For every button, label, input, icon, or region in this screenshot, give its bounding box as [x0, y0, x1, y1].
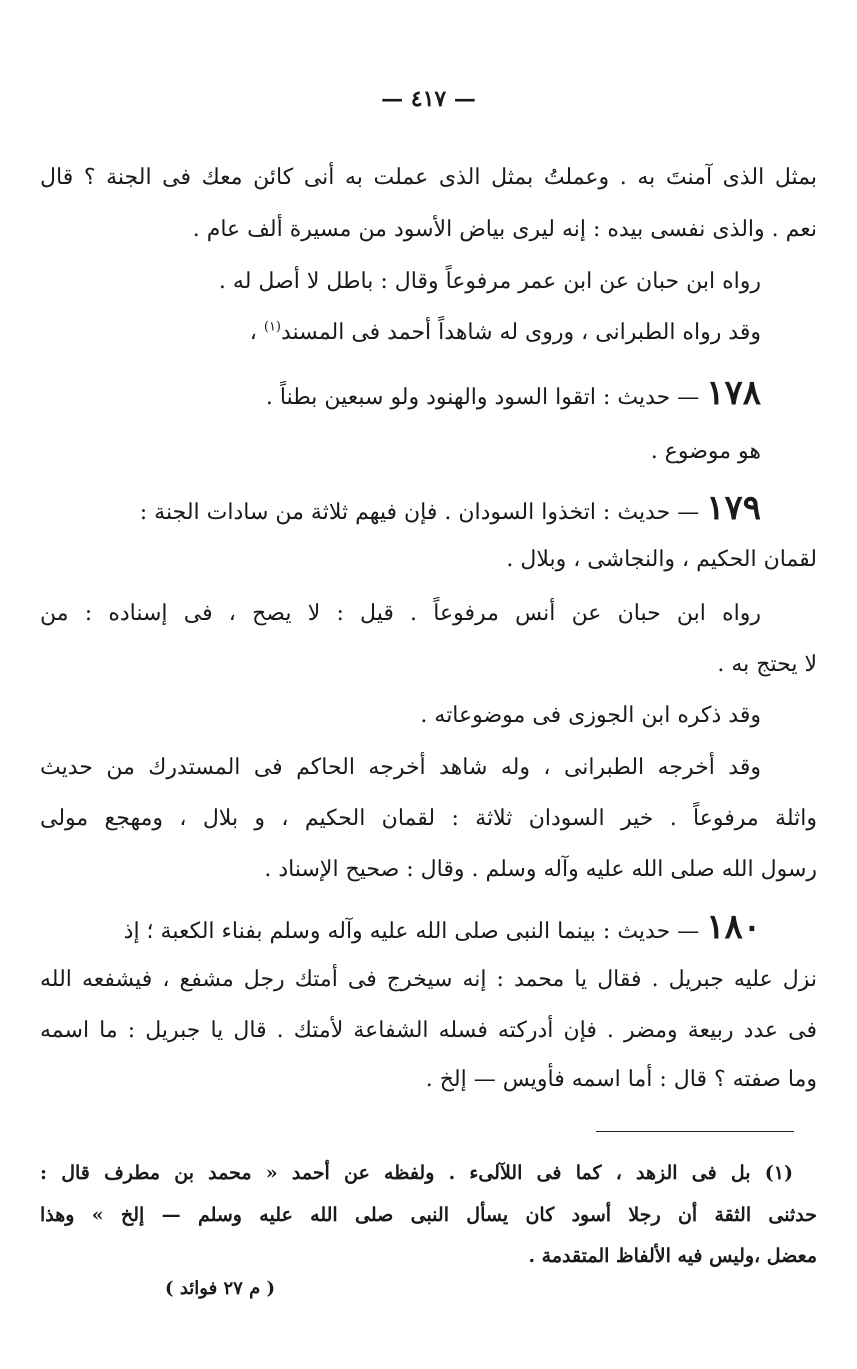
hadith-179: [40, 488, 761, 533]
hadith-text: — حديث : بينما النبى صلى الله عليه وآله وسلم بفناء الكعبة ؛ إذ: [123, 919, 707, 944]
hadith-178: [40, 373, 761, 418]
text-line: رسول الله صلى الله عليه وآله وسلم . وقال : صحيح الإسناد .: [264, 857, 817, 882]
text-line: نعم . والذى نفسى بيده : إنه ليرى بياض الأسود من مسيرة ألف عام .: [192, 217, 817, 242]
footnote-marker: (١): [263, 319, 281, 335]
text-line: فى عدد ربيعة ومضر . فإن أدركته فسله الشفاعة لأمتك . قال يا جبريل : ما اسمه: [40, 1018, 817, 1043]
footnote-separator: [596, 1131, 794, 1132]
text-line: هو موضوع .: [650, 439, 761, 464]
footnote-line: معضل ،وليس فيه الألفاظ المتقدمة .: [528, 1245, 817, 1267]
text-line: وما صفته ؟ قال : أما اسمه فأويس — إلخ .: [425, 1067, 817, 1092]
text-line: واثلة مرفوعاً . خير السودان ثلاثة : لقمان الحكيم ، و بلال ، ومهجع مولى: [40, 806, 817, 831]
hadith-text: — حديث : اتخذوا السودان . فإن فيهم ثلاثة من سادات الجنة :: [139, 500, 707, 525]
hadith-number: ١٨٠: [706, 907, 761, 947]
footnote-line: (١) بل فى الزهد ، كما فى اللآلىء . ولفظه عن أحمد « محمد بن مطرف قال :: [40, 1162, 793, 1184]
footnote-line: حدثنى الثقة أن رجلا أسود كان يسأل النبى صلى الله عليه وسلم — إلخ » وهذا: [40, 1204, 817, 1226]
hadith-text: — حديث : اتقوا السود والهنود ولو سبعين بطناً .: [265, 385, 707, 410]
text-line: لقمان الحكيم ، والنجاشى ، وبلال .: [506, 547, 817, 572]
text-line: بمثل الذى آمنتَ به . وعملتُ بمثل الذى عملت به أنى كائن معك فى الجنة ؟ قال: [40, 165, 817, 190]
text-line: [40, 313, 761, 353]
text-line: نزل عليه جبريل . فقال يا محمد : إنه سيخرج فى أمتك رجل مشفع ، فيشفعه الله: [40, 967, 817, 992]
page-number: — ٤١٧ —: [381, 86, 476, 112]
text-line: لا يحتج به .: [717, 652, 817, 677]
text-line: رواه ابن حبان عن أنس مرفوعاً . قيل : لا يصح ، فى إسناده : من: [40, 601, 761, 626]
hadith-number: ١٧٨: [706, 373, 761, 413]
hadith-number: ١٧٩: [706, 488, 761, 528]
text-segment: ،: [249, 320, 264, 345]
text-line: وقد أخرجه الطبرانى ، وله شاهد أخرجه الحاكم فى المستدرك من حديث: [40, 755, 761, 780]
text-segment: وقد رواه الطبرانى ، وروى له شاهداً أحمد فى المسند: [281, 320, 761, 345]
text-line: رواه ابن حبان عن ابن عمر مرفوعاً وقال : باطل لا أصل له .: [218, 269, 761, 294]
hadith-180: [40, 907, 761, 952]
text-line: وقد ذكره ابن الجوزى فى موضوعاته .: [420, 703, 761, 728]
signature-mark: ( م ٢٧ فوائد ): [165, 1278, 275, 1299]
